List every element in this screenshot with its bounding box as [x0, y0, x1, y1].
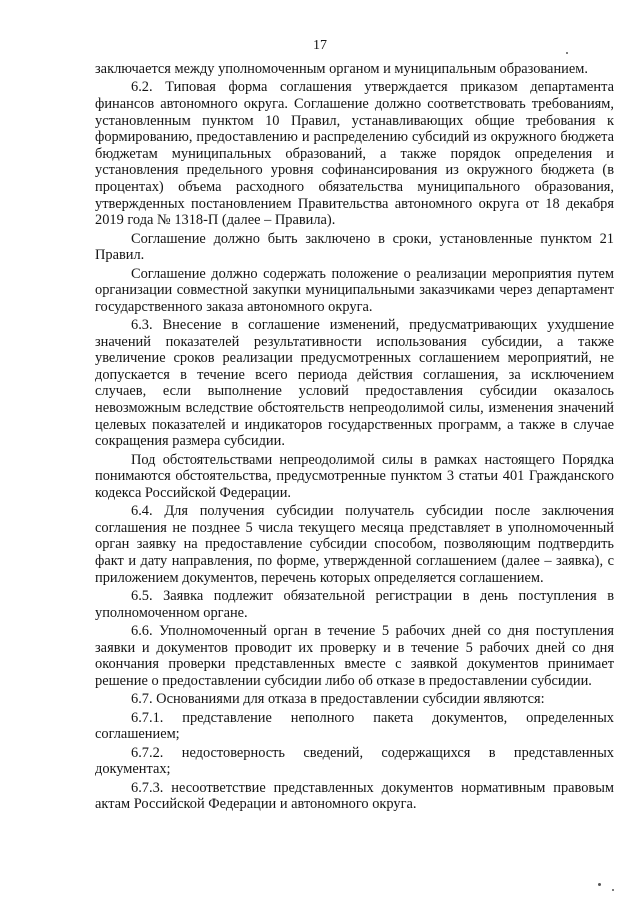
paragraph: Под обстоятельствами непреодолимой силы в рамках настоящего Порядка понимаются обстоятельства, предусмотренные пунктом 3 статьи 401 Гражданского кодекса Российской Федерации.	[95, 451, 614, 501]
scan-speck	[566, 52, 568, 54]
paragraph: 6.4. Для получения субсидии получатель субсидии после заключения соглашения не позднее 5 числа текущего месяца представляет в уполномоченный орган заявку на предоставление субсидии способом, позволяющим подтвердить факт и дату направления, по форме, утвержденной соглашением (далее – заявка), с приложением документов, перечень которых определяется соглашением.	[95, 503, 614, 586]
paragraph: Соглашение должно содержать положение о реализации мероприятия путем организации совместной закупки муниципальными заказчиками через департамент государственного заказа автономного округа.	[95, 265, 614, 315]
document-body	[95, 61, 614, 814]
scan-speck	[598, 883, 601, 886]
paragraph: 6.7.1. представление неполного пакета документов, определенных соглашением;	[95, 709, 614, 743]
paragraph: 6.7.2. недостоверность сведений, содержащихся в представленных документах;	[95, 744, 614, 778]
page-number: 17	[313, 38, 327, 53]
paragraph: 6.5. Заявка подлежит обязательной регистрации в день поступления в уполномоченном органе.	[95, 587, 614, 621]
paragraph: 6.3. Внесение в соглашение изменений, предусматривающих ухудшение значений показателей результативности использования субсидии, а также увеличение сроков реализации предусмотренных соглашением мероприятий, не допускается в течение всего периода действия соглашения, за исключением случаев, если выполнение условий предоставления субсидии оказалось невозможным вследствие обстоятельств непреодолимой силы, изменения значений целевых показателей и индикаторов государственных программ, а также в случае сокращения размера субсидии.	[95, 317, 614, 450]
paragraph: 6.6. Уполномоченный орган в течение 5 рабочих дней со дня поступления заявки и документов проводит их проверку и в течение 5 рабочих дней со дня окончания проверки представленных вместе с заявкой документов принимает решение о предоставлении субсидии либо об отказе в предоставлении субсидии.	[95, 622, 614, 689]
paragraph: 6.2. Типовая форма соглашения утверждается приказом департамента финансов автономного округа. Соглашение должно соответствовать требованиям, установленным пунктом 10 Правил, устанавливающих общие требования к формированию, предоставлению и распределению субсидий из окружного бюджета бюджетам муниципальных образований, а также порядок определения и установления предельного уровня софинансирования из окружного бюджета (в процентах) объема расходного обязательства муниципального образования, утвержденных постановлением Правительства автономного округа от 18 декабря 2019 года № 1318-П (далее – Правила).	[95, 79, 614, 229]
paragraph: 6.7. Основаниями для отказа в предоставлении субсидии являются:	[131, 691, 545, 708]
scan-speck	[612, 889, 614, 891]
paragraph: заключается между уполномоченным органом и муниципальным образованием.	[95, 61, 588, 77]
paragraph: 6.7.3. несоответствие представленных документов нормативным правовым актам Российской Федерации и автономного округа.	[95, 779, 614, 813]
paragraph: Соглашение должно быть заключено в сроки, установленные пунктом 21 Правил.	[95, 230, 614, 264]
